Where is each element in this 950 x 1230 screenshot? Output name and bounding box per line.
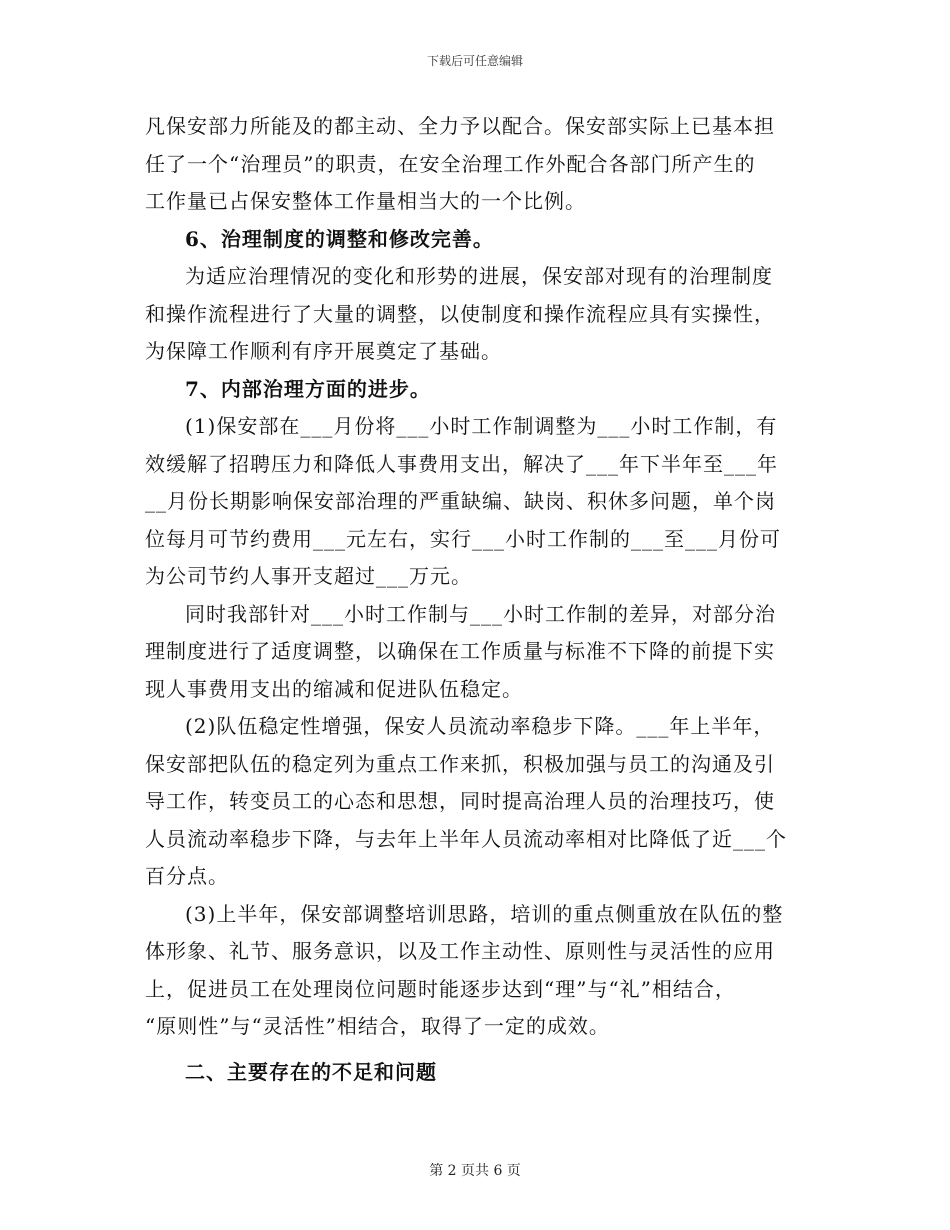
document-body <box>145 108 810 1091</box>
text-line: 理制度进行了适度调整，以确保在工作质量与标准不下降的前提下实 <box>145 639 775 663</box>
section-heading <box>145 221 810 259</box>
paragraph <box>145 596 810 709</box>
text-line: 7、内部治理方面的进步。 <box>185 376 431 401</box>
paragraph <box>145 258 810 371</box>
text-line: (2)队伍稳定性增强，保安人员流动率稳步下降。___年上半年， <box>185 714 775 738</box>
text-line: 现人事费用支出的缩减和促进队伍稳定。 <box>145 676 523 701</box>
text-line: (1)保安部在___月份将___小时工作制调整为___小时工作制，有 <box>185 414 778 438</box>
text-line: 二、主要存在的不足和问题 <box>185 1059 437 1084</box>
text-line: 位每月可节约费用___元左右，实行___小时工作制的___至___月份可 <box>145 526 781 551</box>
page-footer: 第 2 页共 6 页 <box>429 1163 521 1179</box>
text-line: 凡保安部力所能及的都主动、全力予以配合。保安部实际上已基本担 <box>145 114 775 138</box>
text-line: 6、治理制度的调整和修改完善。 <box>185 226 494 251</box>
paragraph <box>145 896 810 1046</box>
text-line: 工作量已占保安整体工作量相当大的一个比例。 <box>145 189 586 213</box>
section-heading <box>145 1054 810 1092</box>
text-line: 上，促进员工在处理岗位问题时能逐步达到“理”与“礼”相结合， <box>145 976 736 1001</box>
page-header: 下载后可任意编辑 <box>426 54 523 68</box>
text-line: (3)上半年，保安部调整培训思路，培训的重点侧重放在队伍的整 <box>185 901 784 926</box>
text-line: 同时我部针对___小时工作制与___小时工作制的差异，对部分治 <box>185 601 776 626</box>
text-line: 百分点。 <box>145 864 229 888</box>
text-line: 效缓解了招聘压力和降低人事费用支出，解决了___年下半年至___年 <box>145 451 778 476</box>
text-line: 为保障工作顺利有序开展奠定了基础。 <box>145 339 502 363</box>
text-line: 任了一个“治理员”的职责，在安全治理工作外配合各部门所产生的 <box>145 151 756 176</box>
section-heading <box>145 371 810 409</box>
text-line: “原则性”与“灵活性”相结合，取得了一定的成效。 <box>145 1014 610 1038</box>
text-line: 保安部把队伍的稳定列为重点工作来抓，积极加强与员工的沟通及引 <box>145 751 775 776</box>
text-line: 体形象、礼节、服务意识，以及工作主动性、原则性与灵活性的应用 <box>145 939 775 963</box>
paragraph <box>145 708 810 896</box>
text-line: 和操作流程进行了大量的调整，以使制度和操作流程应具有实操性， <box>145 301 775 326</box>
text-line: 为适应治理情况的变化和形势的进展，保安部对现有的治理制度 <box>185 264 773 288</box>
text-line: 导工作，转变员工的心态和思想，同时提高治理人员的治理技巧，使 <box>145 789 775 813</box>
paragraph <box>145 108 810 221</box>
paragraph <box>145 408 810 596</box>
text-line: __月份长期影响保安部治理的严重缺编、缺岗、积休多问题，单个岗 <box>145 489 776 513</box>
text-line: 为公司节约人事开支超过___万元。 <box>145 564 472 588</box>
text-line: 人员流动率稳步下降，与去年上半年人员流动率相对比降低了近___个 <box>145 826 787 851</box>
